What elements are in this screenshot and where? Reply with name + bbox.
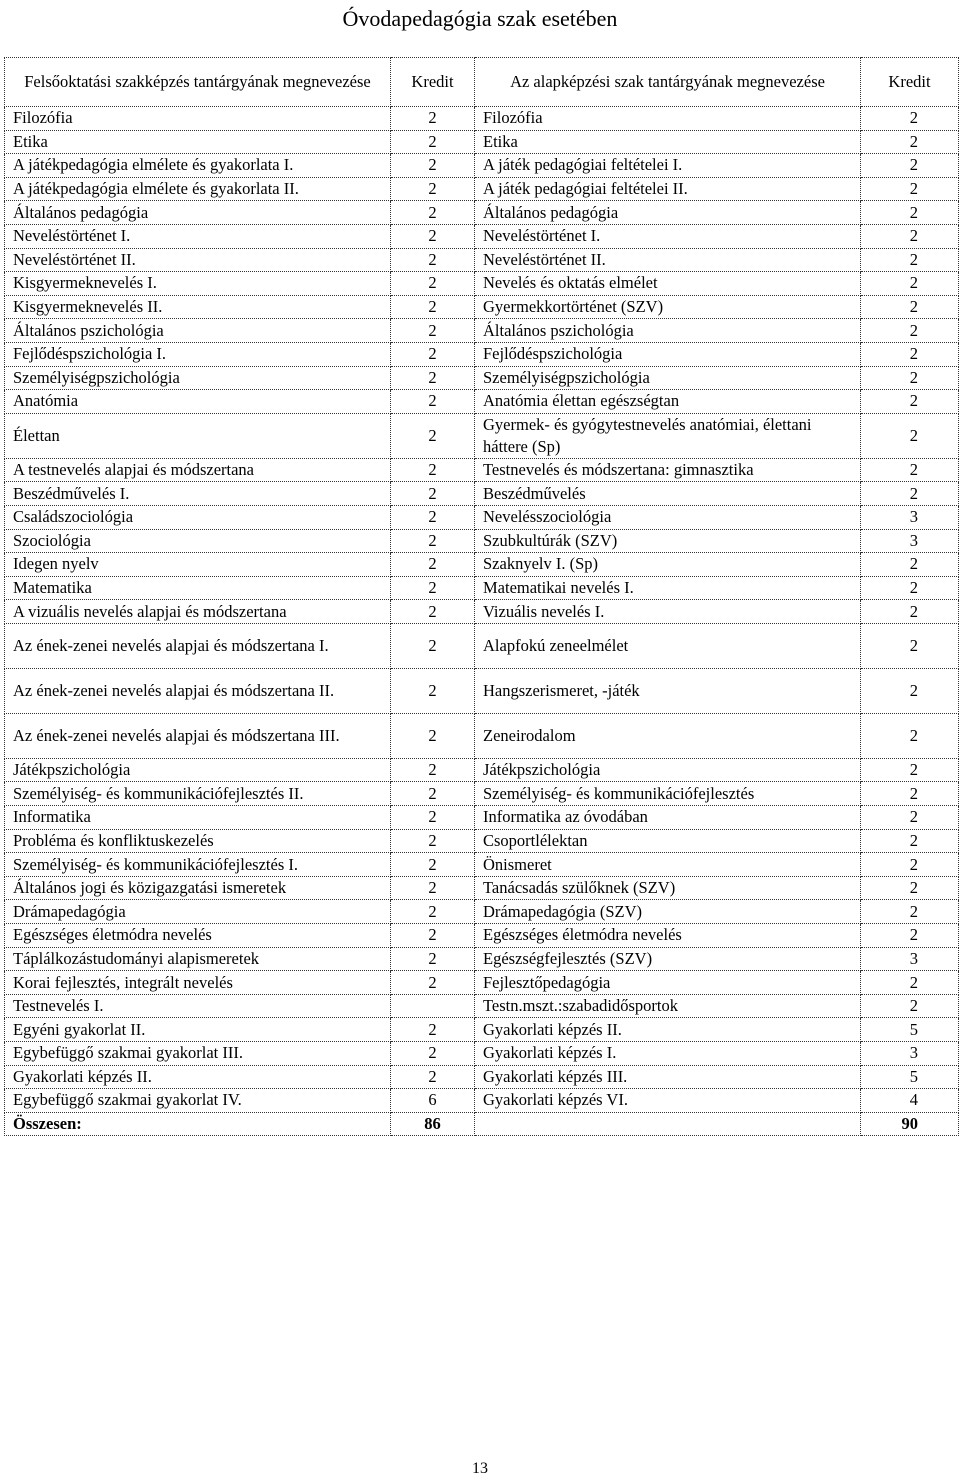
- left-subject-cell: A játékpedagógia elmélete és gyakorlata II.: [5, 177, 391, 201]
- left-subject-cell: Beszédművelés I.: [5, 482, 391, 506]
- left-credit-cell: 2: [391, 505, 475, 529]
- table-row: [5, 1089, 959, 1113]
- right-subject-cell: Fejlődéspszichológia: [475, 342, 861, 366]
- header-right-subject: Az alapképzési szak tantárgyának megnevezése: [475, 58, 861, 107]
- right-subject-cell: Vizuális nevelés I.: [475, 600, 861, 624]
- left-subject-cell: Kisgyermeknevelés I.: [5, 272, 391, 296]
- table-row: [5, 806, 959, 830]
- left-credit-cell: 2: [391, 154, 475, 178]
- table-row: [5, 319, 959, 343]
- right-subject-cell: Egészséges életmódra nevelés: [475, 924, 861, 948]
- left-subject-cell: Testnevelés I.: [5, 994, 391, 1018]
- right-credit-cell: 2: [861, 272, 959, 296]
- left-subject-cell: Gyakorlati képzés II.: [5, 1065, 391, 1089]
- right-subject-cell: Szubkultúrák (SZV): [475, 529, 861, 553]
- right-credit-cell: 3: [861, 947, 959, 971]
- left-subject-cell: Filozófia: [5, 107, 391, 131]
- left-credit-cell: 2: [391, 971, 475, 995]
- right-credit-cell: 4: [861, 1089, 959, 1113]
- right-credit-cell: 2: [861, 154, 959, 178]
- right-credit-cell: 2: [861, 876, 959, 900]
- right-credit-cell: 2: [861, 576, 959, 600]
- right-subject-cell: Filozófia: [475, 107, 861, 131]
- left-subject-cell: Kisgyermeknevelés II.: [5, 295, 391, 319]
- right-credit-cell: 2: [861, 853, 959, 877]
- right-credit-cell: 2: [861, 758, 959, 782]
- right-credit-cell: 2: [861, 390, 959, 414]
- left-credit-cell: 2: [391, 758, 475, 782]
- right-subject-cell: Zeneirodalom: [475, 713, 861, 758]
- left-subject-cell: Etika: [5, 130, 391, 154]
- right-credit-cell: 2: [861, 319, 959, 343]
- table-row: [5, 994, 959, 1018]
- table-row: [5, 623, 959, 668]
- left-subject-cell: Egyéni gyakorlat II.: [5, 1018, 391, 1042]
- table-row: [5, 482, 959, 506]
- left-subject-cell: Fejlődéspszichológia I.: [5, 342, 391, 366]
- table-row: [5, 201, 959, 225]
- left-subject-cell: Az ének-zenei nevelés alapjai és módszertana III.: [5, 713, 391, 758]
- right-subject-cell: Játékpszichológia: [475, 758, 861, 782]
- header-left-credit: Kredit: [391, 58, 475, 107]
- right-subject-cell: Informatika az óvodában: [475, 806, 861, 830]
- total-left-credit: 86: [391, 1112, 475, 1136]
- right-credit-cell: 2: [861, 177, 959, 201]
- right-credit-cell: 2: [861, 994, 959, 1018]
- right-subject-cell: Beszédművelés: [475, 482, 861, 506]
- left-credit-cell: 2: [391, 553, 475, 577]
- right-credit-cell: 2: [861, 107, 959, 131]
- table-row: [5, 947, 959, 971]
- left-credit-cell: 2: [391, 900, 475, 924]
- right-credit-cell: 2: [861, 600, 959, 624]
- table-row: [5, 248, 959, 272]
- right-credit-cell: 2: [861, 553, 959, 577]
- table-row: [5, 553, 959, 577]
- right-subject-cell: Testnevelés és módszertana: gimnasztika: [475, 458, 861, 482]
- right-credit-cell: 2: [861, 295, 959, 319]
- left-subject-cell: Személyiség- és kommunikációfejlesztés I.: [5, 853, 391, 877]
- table-row: [5, 458, 959, 482]
- table-row: [5, 758, 959, 782]
- right-subject-cell: Fejlesztőpedagógia: [475, 971, 861, 995]
- right-credit-cell: 2: [861, 413, 959, 458]
- right-subject-cell: Hangszerismeret, -játék: [475, 668, 861, 713]
- right-subject-cell: A játék pedagógiai feltételei I.: [475, 154, 861, 178]
- right-subject-cell: Önismeret: [475, 853, 861, 877]
- credit-equivalence-table: [4, 57, 959, 1136]
- right-credit-cell: 2: [861, 366, 959, 390]
- right-subject-cell: Gyakorlati képzés I.: [475, 1042, 861, 1066]
- table-row: [5, 600, 959, 624]
- right-credit-cell: 3: [861, 1042, 959, 1066]
- right-subject-cell: Gyakorlati képzés VI.: [475, 1089, 861, 1113]
- left-credit-cell: 2: [391, 248, 475, 272]
- left-subject-cell: A játékpedagógia elmélete és gyakorlata I.: [5, 154, 391, 178]
- right-subject-cell: Tanácsadás szülőknek (SZV): [475, 876, 861, 900]
- right-subject-cell: Gyermekkortörténet (SZV): [475, 295, 861, 319]
- right-credit-cell: 2: [861, 482, 959, 506]
- right-credit-cell: 2: [861, 713, 959, 758]
- right-credit-cell: 2: [861, 900, 959, 924]
- left-credit-cell: 2: [391, 876, 475, 900]
- left-credit-cell: 2: [391, 623, 475, 668]
- table-row: [5, 1065, 959, 1089]
- right-subject-cell: Nevelésszociológia: [475, 505, 861, 529]
- table-row: [5, 390, 959, 414]
- left-credit-cell: 2: [391, 1018, 475, 1042]
- left-subject-cell: Informatika: [5, 806, 391, 830]
- total-row: [5, 1112, 959, 1136]
- left-credit-cell: 2: [391, 668, 475, 713]
- left-credit-cell: 2: [391, 947, 475, 971]
- left-credit-cell: 2: [391, 319, 475, 343]
- total-label: Összesen:: [5, 1112, 391, 1136]
- left-credit-cell: 2: [391, 295, 475, 319]
- right-credit-cell: 2: [861, 130, 959, 154]
- table-row: [5, 529, 959, 553]
- left-subject-cell: Egybefüggő szakmai gyakorlat IV.: [5, 1089, 391, 1113]
- table-row: [5, 829, 959, 853]
- left-subject-cell: A testnevelés alapjai és módszertana: [5, 458, 391, 482]
- left-credit-cell: 2: [391, 413, 475, 458]
- total-right-subject: [475, 1112, 861, 1136]
- right-subject-cell: Szaknyelv I. (Sp): [475, 553, 861, 577]
- left-credit-cell: 2: [391, 224, 475, 248]
- right-credit-cell: 3: [861, 529, 959, 553]
- left-credit-cell: 2: [391, 1042, 475, 1066]
- table-row: [5, 713, 959, 758]
- left-subject-cell: Játékpszichológia: [5, 758, 391, 782]
- left-credit-cell: 2: [391, 924, 475, 948]
- table-row: [5, 853, 959, 877]
- left-subject-cell: Élettan: [5, 413, 391, 458]
- table-row: [5, 224, 959, 248]
- left-credit-cell: 2: [391, 366, 475, 390]
- right-subject-cell: Gyermek- és gyógytestnevelés anatómiai, élettani háttere (Sp): [475, 413, 861, 458]
- left-credit-cell: 2: [391, 806, 475, 830]
- left-subject-cell: Egybefüggő szakmai gyakorlat III.: [5, 1042, 391, 1066]
- total-right-credit: 90: [861, 1112, 959, 1136]
- left-credit-cell: 2: [391, 342, 475, 366]
- left-credit-cell: 2: [391, 458, 475, 482]
- right-credit-cell: 2: [861, 782, 959, 806]
- right-subject-cell: Etika: [475, 130, 861, 154]
- left-credit-cell: 6: [391, 1089, 475, 1113]
- left-subject-cell: Általános pszichológia: [5, 319, 391, 343]
- table-row: [5, 876, 959, 900]
- right-subject-cell: Gyakorlati képzés II.: [475, 1018, 861, 1042]
- right-subject-cell: Általános pszichológia: [475, 319, 861, 343]
- page-number: 13: [472, 1460, 488, 1477]
- left-credit-cell: 2: [391, 576, 475, 600]
- left-subject-cell: Családszociológia: [5, 505, 391, 529]
- table-header-row: [5, 58, 959, 107]
- table-row: [5, 342, 959, 366]
- left-subject-cell: Matematika: [5, 576, 391, 600]
- right-credit-cell: 2: [861, 924, 959, 948]
- table-row: [5, 971, 959, 995]
- left-subject-cell: Neveléstörténet I.: [5, 224, 391, 248]
- table-row: [5, 107, 959, 131]
- table-row: [5, 782, 959, 806]
- right-credit-cell: 2: [861, 458, 959, 482]
- left-credit-cell: 2: [391, 713, 475, 758]
- right-subject-cell: Csoportlélektan: [475, 829, 861, 853]
- table-row: [5, 505, 959, 529]
- left-subject-cell: Táplálkozástudományi alapismeretek: [5, 947, 391, 971]
- left-credit-cell: 2: [391, 272, 475, 296]
- right-subject-cell: Személyiségpszichológia: [475, 366, 861, 390]
- header-left-subject: Felsőoktatási szakképzés tantárgyának megnevezése: [5, 58, 391, 107]
- left-subject-cell: Az ének-zenei nevelés alapjai és módszertana II.: [5, 668, 391, 713]
- right-subject-cell: Egészségfejlesztés (SZV): [475, 947, 861, 971]
- table-row: [5, 668, 959, 713]
- right-credit-cell: 2: [861, 806, 959, 830]
- left-subject-cell: Személyiség- és kommunikációfejlesztés II.: [5, 782, 391, 806]
- left-credit-cell: 2: [391, 130, 475, 154]
- right-credit-cell: 5: [861, 1018, 959, 1042]
- left-subject-cell: Idegen nyelv: [5, 553, 391, 577]
- table-row: [5, 272, 959, 296]
- header-right-credit: Kredit: [861, 58, 959, 107]
- left-subject-cell: Korai fejlesztés, integrált nevelés: [5, 971, 391, 995]
- left-subject-cell: Drámapedagógia: [5, 900, 391, 924]
- right-subject-cell: Neveléstörténet II.: [475, 248, 861, 272]
- right-subject-cell: Alapfokú zeneelmélet: [475, 623, 861, 668]
- right-credit-cell: 2: [861, 829, 959, 853]
- right-credit-cell: 2: [861, 248, 959, 272]
- right-credit-cell: 3: [861, 505, 959, 529]
- right-credit-cell: 2: [861, 224, 959, 248]
- right-subject-cell: Gyakorlati képzés III.: [475, 1065, 861, 1089]
- table-row: [5, 413, 959, 458]
- right-subject-cell: Általános pedagógia: [475, 201, 861, 225]
- right-credit-cell: 2: [861, 971, 959, 995]
- left-subject-cell: Szociológia: [5, 529, 391, 553]
- table-row: [5, 295, 959, 319]
- left-credit-cell: 2: [391, 107, 475, 131]
- left-credit-cell: 2: [391, 600, 475, 624]
- left-subject-cell: Személyiségpszichológia: [5, 366, 391, 390]
- left-subject-cell: Anatómia: [5, 390, 391, 414]
- table-row: [5, 1018, 959, 1042]
- left-credit-cell: 2: [391, 782, 475, 806]
- table-row: [5, 576, 959, 600]
- right-subject-cell: Matematikai nevelés I.: [475, 576, 861, 600]
- right-subject-cell: Testn.mszt.:szabadidősportok: [475, 994, 861, 1018]
- right-subject-cell: Neveléstörténet I.: [475, 224, 861, 248]
- right-credit-cell: 2: [861, 342, 959, 366]
- left-credit-cell: 2: [391, 482, 475, 506]
- left-subject-cell: A vizuális nevelés alapjai és módszertana: [5, 600, 391, 624]
- left-credit-cell: 2: [391, 390, 475, 414]
- right-subject-cell: Nevelés és oktatás elmélet: [475, 272, 861, 296]
- left-subject-cell: Egészséges életmódra nevelés: [5, 924, 391, 948]
- right-subject-cell: A játék pedagógiai feltételei II.: [475, 177, 861, 201]
- table-row: [5, 177, 959, 201]
- left-credit-cell: 2: [391, 201, 475, 225]
- right-credit-cell: 2: [861, 201, 959, 225]
- left-credit-cell: 2: [391, 853, 475, 877]
- table-row: [5, 1042, 959, 1066]
- table-row: [5, 900, 959, 924]
- left-credit-cell: 2: [391, 1065, 475, 1089]
- left-subject-cell: Probléma és konfliktuskezelés: [5, 829, 391, 853]
- left-subject-cell: Általános pedagógia: [5, 201, 391, 225]
- left-credit-cell: 2: [391, 529, 475, 553]
- table-row: [5, 924, 959, 948]
- left-credit-cell: [391, 994, 475, 1018]
- table-row: [5, 154, 959, 178]
- left-credit-cell: 2: [391, 177, 475, 201]
- left-subject-cell: Az ének-zenei nevelés alapjai és módszertana I.: [5, 623, 391, 668]
- page-title: Óvodapedagógia szak esetében: [342, 6, 618, 31]
- table-row: [5, 366, 959, 390]
- left-subject-cell: Neveléstörténet II.: [5, 248, 391, 272]
- left-credit-cell: 2: [391, 829, 475, 853]
- right-credit-cell: 2: [861, 668, 959, 713]
- table-row: [5, 130, 959, 154]
- right-subject-cell: Anatómia élettan egészségtan: [475, 390, 861, 414]
- right-subject-cell: Személyiség- és kommunikációfejlesztés: [475, 782, 861, 806]
- right-credit-cell: 2: [861, 623, 959, 668]
- right-credit-cell: 5: [861, 1065, 959, 1089]
- right-subject-cell: Drámapedagógia (SZV): [475, 900, 861, 924]
- left-subject-cell: Általános jogi és közigazgatási ismeretek: [5, 876, 391, 900]
